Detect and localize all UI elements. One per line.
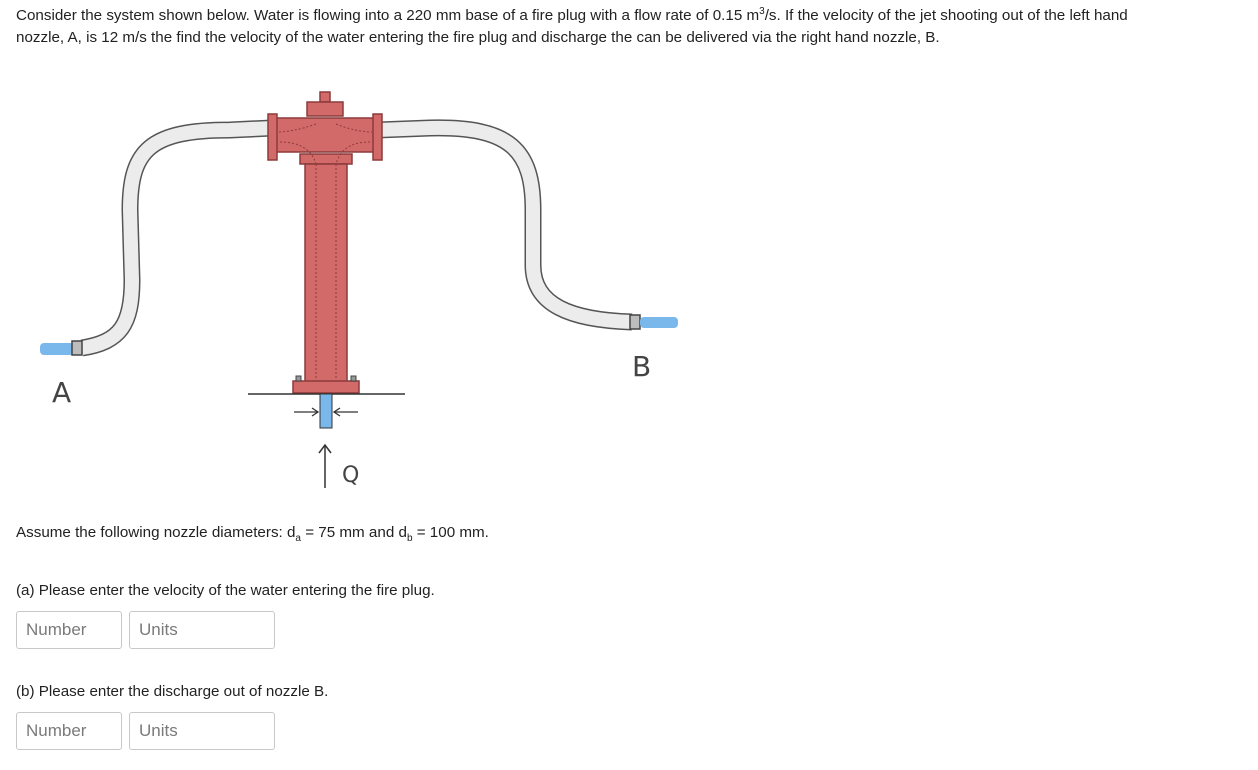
subscript-a: a — [295, 533, 301, 545]
water-jet-b — [640, 317, 678, 328]
assumption-middle: = 75 mm and d — [300, 524, 407, 541]
question-b-number-input[interactable] — [16, 712, 122, 750]
label-b: B — [632, 350, 652, 383]
right-hose — [378, 128, 632, 322]
assumption-suffix: = 100 mm. — [412, 524, 489, 541]
label-a: A — [52, 376, 72, 409]
question-a-label: (a) Please enter the velocity of the water entering the fire plug. — [16, 582, 435, 599]
left-hose — [82, 128, 272, 348]
flow-arrow — [319, 445, 331, 488]
problem-text-part-1: Consider the system shown below. Water is flowing into a 220 mm base of a fire plug with a flow rate of 0.15 m — [16, 7, 760, 24]
question-a-units-input[interactable] — [129, 611, 275, 649]
question-b-units-input[interactable] — [129, 712, 275, 750]
nozzle-b — [630, 315, 678, 329]
problem-text-part-2: /s. If the velocity of the jet shooting out of the left hand nozzle, A, is 12 m/s the find the velocity of the water entering the fire plug and discharge the can be delivered via the right hand nozzle, B. — [16, 7, 1128, 46]
assumption-prefix: Assume the following nozzle diameters: d — [16, 524, 296, 541]
question-b-label: (b) Please enter the discharge out of nozzle B. — [16, 683, 329, 700]
subscript-b: b — [406, 533, 413, 545]
hydrant — [268, 92, 382, 393]
problem-statement — [16, 5, 1176, 49]
inlet-pipe — [320, 394, 332, 428]
question-a-number-input[interactable] — [16, 611, 122, 649]
nozzle-a — [40, 341, 82, 355]
assumption-text — [16, 524, 489, 545]
label-q: Q — [342, 463, 360, 488]
problem-exponent: 3 — [759, 5, 765, 17]
water-jet-a — [40, 343, 74, 355]
fire-plug-diagram — [0, 80, 720, 500]
